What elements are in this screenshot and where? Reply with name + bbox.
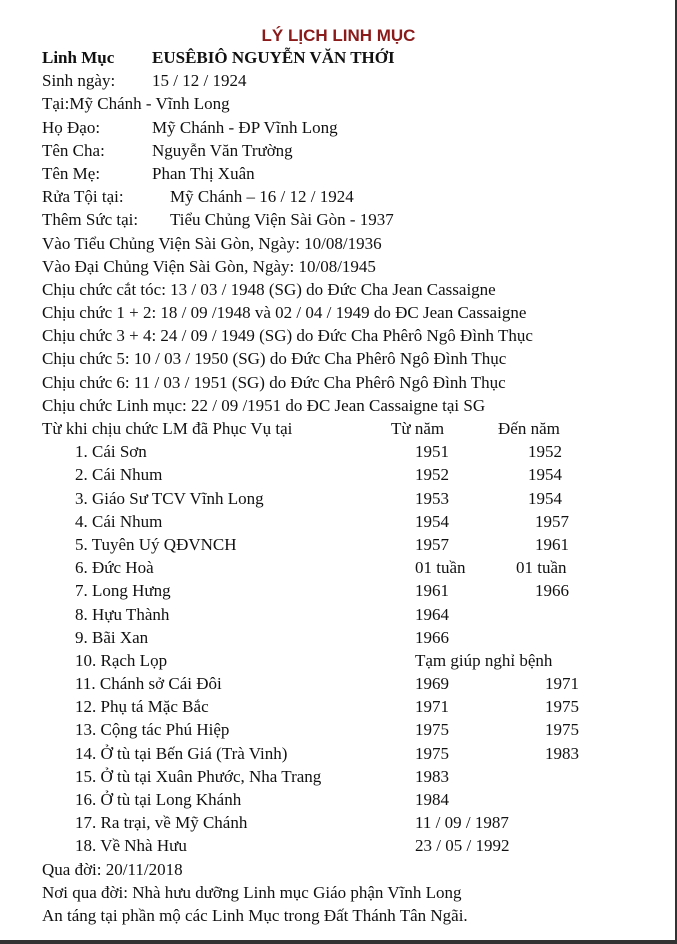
service-row	[42, 579, 662, 602]
service-place: 9. Bãi Xan	[75, 627, 149, 647]
document-body	[42, 46, 662, 927]
service-row	[42, 788, 662, 811]
service-row	[42, 626, 662, 649]
service-from: 1957	[415, 534, 449, 554]
field-label: Sinh ngày:	[42, 71, 116, 91]
service-from: 1951	[415, 442, 449, 462]
service-to: 1961	[535, 534, 569, 554]
service-from: 1975	[415, 743, 449, 763]
service-row	[42, 718, 662, 741]
info-line: Chịu chức 5: 10 / 03 / 1950 (SG) do Đức Cha Phêrô Ngô Đình Thục	[42, 349, 507, 369]
service-place: 18. Về Nhà Hưu	[75, 836, 187, 856]
service-to: 1975	[545, 720, 579, 740]
field-row	[42, 208, 662, 231]
field-value: 15 / 12 / 1924	[152, 71, 247, 91]
service-to: 01 tuần	[516, 558, 567, 578]
field-label: Thêm Sức tại:	[42, 210, 139, 230]
service-place: 12. Phụ tá Mặc Bắc	[75, 697, 209, 717]
service-from: 1964	[415, 604, 449, 624]
field-row	[42, 116, 662, 139]
info-line: Chịu chức 3 + 4: 24 / 09 / 1949 (SG) do Đức Cha Phêrô Ngô Đình Thục	[42, 326, 533, 346]
field-value: Phan Thị Xuân	[152, 163, 255, 183]
service-from: 1975	[415, 720, 449, 740]
service-place: 15. Ở tù tại Xuân Phước, Nha Trang	[75, 766, 322, 786]
service-row	[42, 440, 662, 463]
col-to-header: Đến năm	[498, 419, 560, 438]
service-from: 1984	[415, 790, 449, 809]
service-row	[42, 603, 662, 626]
service-place: 2. Cái Nhum	[75, 465, 163, 485]
service-place: 10. Rạch Lọp	[75, 650, 168, 670]
service-place: 11. Chánh sở Cái Đôi	[75, 674, 222, 694]
service-row	[42, 649, 662, 672]
service-heading: Từ khi chịu chức LM đã Phục Vụ tại	[42, 419, 293, 438]
field-label: Rửa Tội tại:	[42, 187, 124, 207]
priest-name: EUSÊBIÔ NGUYỄN VĂN THỚI	[152, 48, 395, 67]
field-label: Tại:Mỹ Chánh - Vĩnh Long	[42, 94, 230, 114]
info-line: Vào Tiểu Chủng Viện Sài Gòn, Ngày: 10/08/1936	[42, 233, 382, 253]
service-from: 01 tuần	[415, 558, 466, 578]
service-header-row	[42, 417, 662, 440]
field-row	[42, 139, 662, 162]
service-row	[42, 463, 662, 486]
service-place: 3. Giáo Sư TCV Vĩnh Long	[75, 488, 264, 508]
service-place: 6. Đức Hoà	[75, 558, 154, 578]
field-value: Mỹ Chánh - ĐP Vĩnh Long	[152, 117, 338, 137]
field-label: Tên Cha:	[42, 140, 105, 160]
service-place: 8. Hựu Thành	[75, 604, 170, 624]
document-title: LÝ LỊCH LINH MỤC	[261, 26, 416, 45]
service-row	[42, 742, 662, 765]
field-row	[42, 92, 662, 115]
service-row	[42, 672, 662, 695]
service-place: 16. Ở tù tại Long Khánh	[75, 790, 242, 809]
priest-name-row	[42, 46, 662, 69]
service-to: 1971	[545, 674, 579, 694]
service-from: 1961	[415, 581, 449, 601]
service-place: 7. Long Hưng	[75, 581, 171, 601]
service-to: 1975	[545, 697, 579, 717]
info-line: Chịu chức cắt tóc: 13 / 03 / 1948 (SG) do Đức Cha Jean Cassaigne	[42, 279, 496, 299]
service-to: 1957	[535, 511, 569, 531]
service-from: 1953	[415, 488, 449, 508]
info-line: Chịu chức 1 + 2: 18 / 09 /1948 và 02 / 04 / 1949 do ĐC Jean Cassaigne	[42, 303, 527, 323]
service-from: Tạm giúp nghỉ bệnh	[415, 650, 553, 670]
footer-line: Qua đời: 20/11/2018	[42, 859, 183, 879]
service-from: 1969	[415, 674, 449, 694]
service-to: 1954	[528, 465, 562, 485]
field-value: Nguyễn Văn Trường	[152, 140, 293, 160]
service-from: 1952	[415, 465, 449, 485]
service-place: 17. Ra trại, về Mỹ Chánh	[75, 813, 248, 833]
info-line: Chịu chức Linh mục: 22 / 09 /1951 do ĐC Jean Cassaigne tại SG	[42, 395, 486, 415]
service-to: 1983	[545, 743, 579, 763]
field-row	[42, 162, 662, 185]
service-from: 23 / 05 / 1992	[415, 836, 510, 856]
col-from-header: Từ năm	[391, 419, 445, 438]
page-border-bottom	[0, 940, 677, 944]
service-row	[42, 765, 662, 788]
footer-line: An táng tại phần mộ các Linh Mục trong Đất Thánh Tân Ngãi.	[42, 905, 468, 925]
service-place: 13. Cộng tác Phú Hiệp	[75, 720, 230, 740]
footer-line: Nơi qua đời: Nhà hưu dưỡng Linh mục Giáo phận Vĩnh Long	[42, 882, 462, 902]
service-place: 5. Tuyên Uý QĐVNCH	[75, 534, 237, 554]
field-label: Họ Đạo:	[42, 117, 101, 137]
service-from: 11 / 09 / 1987	[415, 813, 509, 833]
service-from: 1971	[415, 697, 449, 717]
service-row	[42, 487, 662, 510]
service-place: 1. Cái Sơn	[75, 442, 147, 462]
field-value: Tiểu Chủng Viện Sài Gòn - 1937	[170, 210, 394, 230]
service-from: 1966	[415, 627, 449, 647]
field-label: Tên Mẹ:	[42, 163, 101, 183]
service-from: 1954	[415, 511, 449, 531]
service-from: 1983	[415, 766, 449, 786]
service-row	[42, 556, 662, 579]
field-row	[42, 69, 662, 92]
priest-label: Linh Mục	[42, 48, 115, 67]
service-place: 14. Ở tù tại Bến Giá (Trà Vinh)	[75, 743, 288, 763]
service-row	[42, 510, 662, 533]
service-row	[42, 695, 662, 718]
field-row	[42, 185, 662, 208]
service-row	[42, 811, 662, 834]
info-line: Chịu chức 6: 11 / 03 / 1951 (SG) do Đức Cha Phêrô Ngô Đình Thục	[42, 372, 506, 392]
service-to: 1966	[535, 581, 569, 601]
service-row	[42, 533, 662, 556]
info-line: Vào Đại Chủng Viện Sài Gòn, Ngày: 10/08/1945	[42, 256, 376, 276]
field-value: Mỹ Chánh – 16 / 12 / 1924	[170, 187, 354, 207]
service-to: 1954	[528, 488, 562, 508]
service-place: 4. Cái Nhum	[75, 511, 163, 531]
service-row	[42, 834, 662, 857]
service-to: 1952	[528, 442, 562, 462]
